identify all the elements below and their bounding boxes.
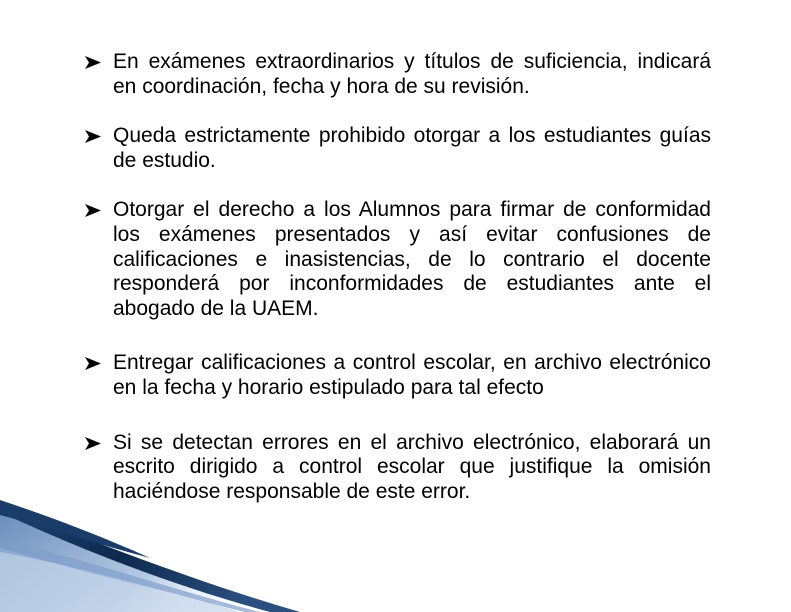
list-item-text: En exámenes extraordinarios y títulos de suficiencia, indicará en coordinación, fecha y hora de su revisión. bbox=[113, 50, 711, 98]
list-item-text: Otorgar el derecho a los Alumnos para firmar de conformidad los exámenes presentados y así evitar confusiones de calificaciones e inasistencias, de lo contrario el docente responderá por inconformidades de estudiantes ante el abogado de la UAEM. bbox=[113, 198, 711, 320]
arrowhead-bullet-icon bbox=[84, 129, 102, 144]
arrowhead-bullet-icon bbox=[84, 55, 102, 70]
list-item bbox=[82, 198, 711, 321]
list-item bbox=[82, 351, 711, 400]
list-item bbox=[82, 431, 711, 505]
arrowhead-bullet-icon bbox=[84, 203, 102, 218]
list-item bbox=[82, 50, 711, 99]
bullet-list bbox=[82, 50, 711, 529]
list-item bbox=[82, 124, 711, 173]
list-item-text: Si se detectan errores en el archivo electrónico, elaborará un escrito dirigido a control escolar que justifique la omisión haciéndose responsable de este error. bbox=[113, 430, 711, 503]
arrowhead-bullet-icon bbox=[84, 356, 102, 371]
list-item-text: Entregar calificaciones a control escolar, en archivo electrónico en la fecha y horario estipulado para tal efecto bbox=[113, 351, 711, 399]
list-item-text: Queda estrictamente prohibido otorgar a los estudiantes guías de estudio. bbox=[113, 124, 711, 172]
arrowhead-bullet-icon bbox=[84, 436, 102, 451]
